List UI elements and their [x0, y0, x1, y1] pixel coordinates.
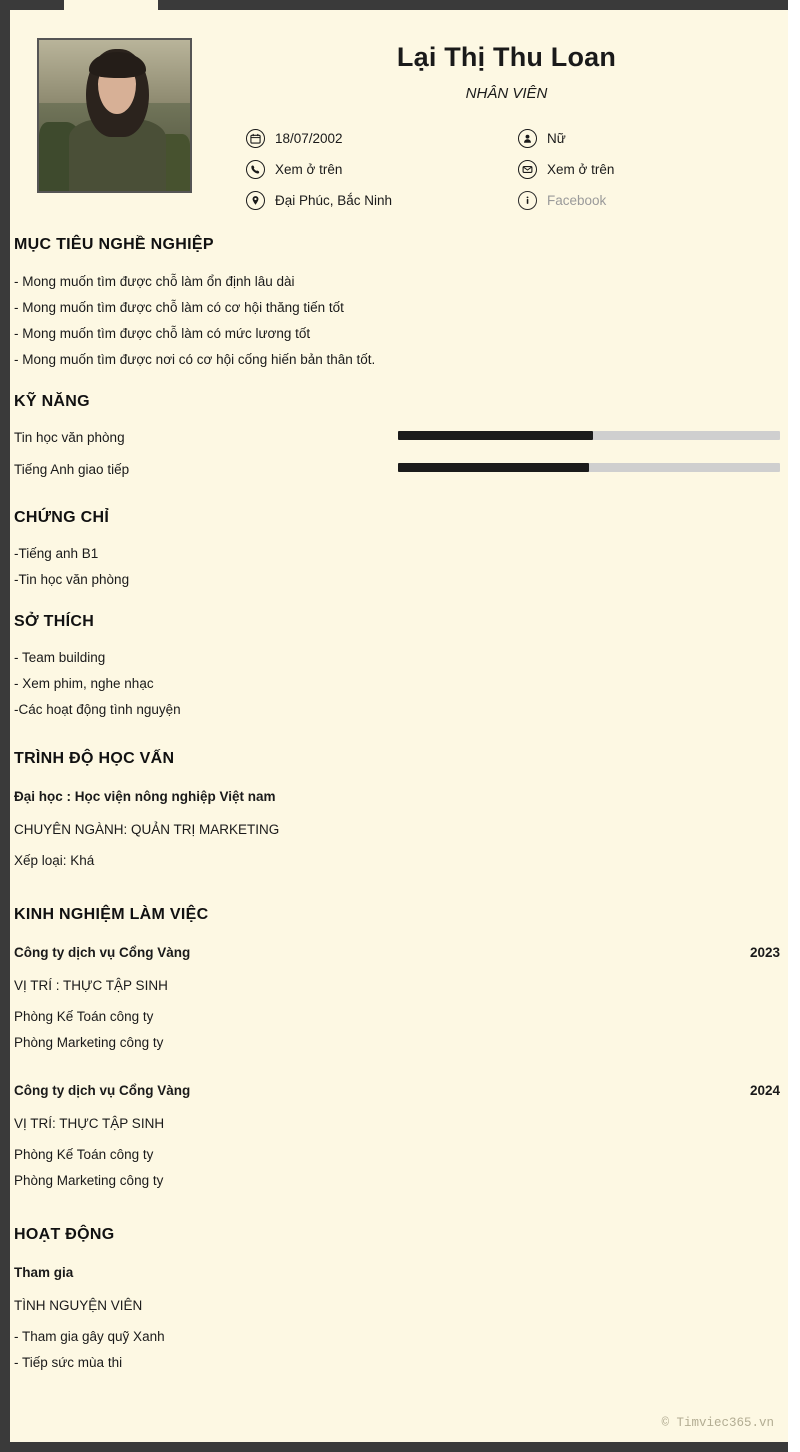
experience-year: 2024 [749, 1083, 780, 1098]
section-title-certificates: CHỨNG CHỈ [14, 509, 110, 526]
mail-icon [518, 160, 537, 179]
experience-year: 2023 [749, 945, 780, 960]
cv-header [10, 10, 788, 222]
objective-item: - Mong muốn tìm được nơi có cơ hội cống hiến bản thân tốt. [14, 352, 376, 367]
experience-detail: Phòng Kế Toán công ty [14, 1147, 154, 1162]
contact-gender-text: Nữ [547, 131, 566, 146]
experience-position: VỊ TRÍ : THỰC TẬP SINH [14, 978, 168, 993]
activities-role: TÌNH NGUYỆN VIÊN [14, 1298, 143, 1313]
certificate-item: -Tiếng anh B1 [14, 546, 99, 561]
contact-row-email [518, 154, 778, 185]
hobby-item: - Xem phim, nghe nhạc [14, 676, 154, 691]
top-decoration-bar [0, 0, 800, 10]
calendar-icon [246, 129, 265, 148]
avatar [37, 38, 192, 193]
contact-row-phone [246, 154, 506, 185]
section-title-objective: MỤC TIÊU NGHỀ NGHIỆP [14, 236, 214, 253]
skill-bar-track [398, 431, 780, 440]
contact-phone-text: Xem ở trên [275, 162, 343, 177]
experience-detail: Phòng Marketing công ty [14, 1173, 164, 1188]
location-icon [246, 191, 265, 210]
info-icon [518, 191, 537, 210]
section-title-education: TRÌNH ĐỘ HỌC VẤN [14, 750, 175, 767]
bottom-right-margin [788, 1442, 800, 1452]
section-title-hobbies: SỞ THÍCH [14, 613, 95, 630]
top-bar-segment-right [158, 0, 788, 10]
experience-detail: Phòng Kế Toán công ty [14, 1009, 154, 1024]
skill-label: Tin học văn phòng [14, 430, 125, 445]
right-page-margin [788, 0, 800, 1452]
skill-label: Tiếng Anh giao tiếp [14, 462, 130, 477]
objective-item: - Mong muốn tìm được chỗ làm có mức lương tốt [14, 326, 311, 341]
contact-row-birthdate [246, 123, 506, 154]
experience-detail: Phòng Marketing công ty [14, 1035, 164, 1050]
activities-subtitle: Tham gia [14, 1265, 74, 1280]
experience-company: Công ty dịch vụ Cổng Vàng [14, 1083, 191, 1098]
experience-position: VỊ TRÍ: THỰC TẬP SINH [14, 1116, 165, 1131]
skill-bar-fill [398, 431, 593, 440]
hobby-item: -Các hoạt động tình nguyện [14, 702, 181, 717]
contact-row-facebook[interactable] [518, 185, 778, 216]
section-title-experience: KINH NGHIỆM LÀM VIỆC [14, 906, 209, 923]
contact-address-text: Đại Phúc, Bắc Ninh [275, 193, 393, 208]
education-grade: Xếp loại: Khá [14, 853, 95, 868]
contact-row-gender [518, 123, 778, 154]
hobby-item: - Team building [14, 650, 106, 665]
bottom-decoration-bar [0, 1442, 800, 1452]
section-title-activities: HOẠT ĐỘNG [14, 1226, 115, 1243]
phone-icon [246, 160, 265, 179]
job-role: NHÂN VIÊN [465, 85, 548, 102]
education-school: Đại học : Học viện nông nghiệp Việt nam [14, 789, 276, 804]
objective-item: - Mong muốn tìm được chỗ làm có cơ hội thăng tiến tốt [14, 300, 344, 315]
education-major: CHUYÊN NGÀNH: QUẢN TRỊ MARKETING [14, 822, 280, 837]
skill-bar-track [398, 463, 780, 472]
objective-item: - Mong muốn tìm được chỗ làm ổn định lâu dài [14, 274, 295, 289]
footer-copyright: © Timviec365.vn [661, 1416, 774, 1430]
section-title-skills: KỸ NĂNG [14, 393, 90, 410]
experience-company: Công ty dịch vụ Cổng Vàng [14, 945, 191, 960]
contact-email-text: Xem ở trên [547, 162, 615, 177]
contact-birthdate-text: 18/07/2002 [275, 131, 343, 146]
gender-icon [518, 129, 537, 148]
certificate-item: -Tin học văn phòng [14, 572, 130, 587]
contact-info-right [518, 123, 778, 216]
activity-item: - Tham gia gây quỹ Xanh [14, 1329, 165, 1344]
activity-item: - Tiếp sức mùa thi [14, 1355, 123, 1370]
page-title: Lại Thị Thu Loan [396, 42, 617, 72]
contact-facebook-text: Facebook [547, 193, 607, 208]
left-decoration-strip [0, 0, 10, 1452]
contact-row-address [246, 185, 506, 216]
contact-info-left [246, 123, 506, 216]
avatar-photo [39, 40, 190, 191]
skill-bar-fill [398, 463, 589, 472]
